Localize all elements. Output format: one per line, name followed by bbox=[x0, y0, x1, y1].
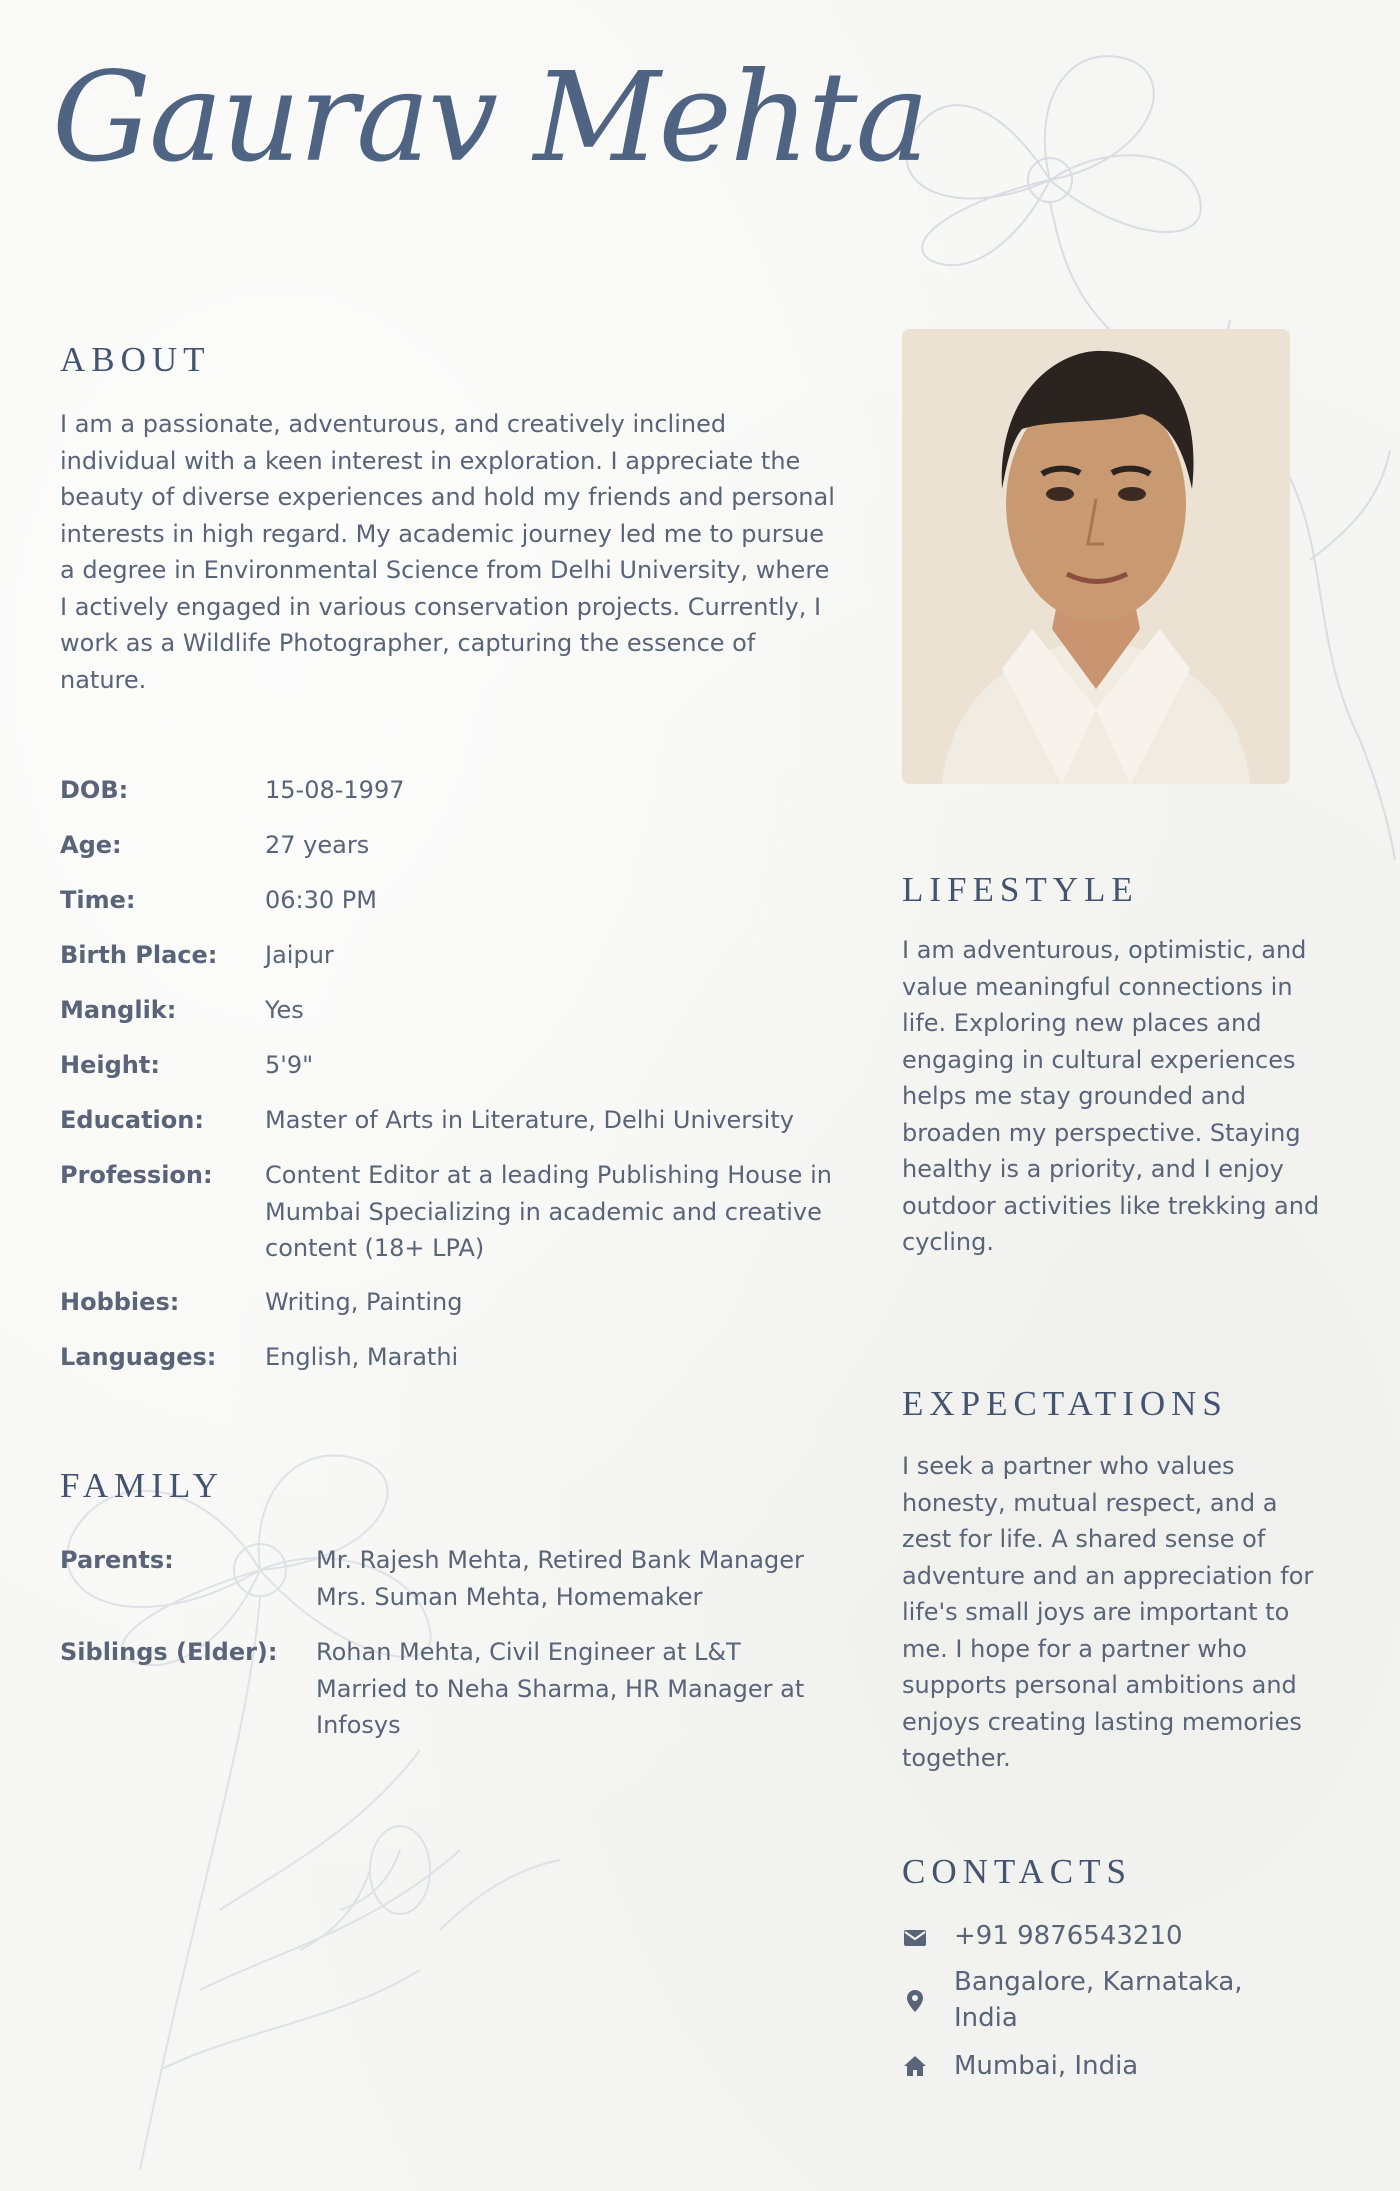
contact-text: Bangalore, Karnataka, India bbox=[954, 1967, 1243, 2033]
detail-label: Birth Place: bbox=[60, 941, 218, 969]
family-value: Rohan Mehta, Civil Engineer at L&T Married to Neha Sharma, HR Manager at Infosys bbox=[316, 1638, 805, 1739]
about-heading: ABOUT bbox=[60, 340, 211, 379]
detail-label: Height: bbox=[60, 1051, 160, 1079]
location-pin-icon bbox=[902, 1988, 928, 2014]
contact-text: Mumbai, India bbox=[954, 2051, 1139, 2081]
detail-value: English, Marathi bbox=[265, 1343, 459, 1371]
contact-text: +91 9876543210 bbox=[954, 1921, 1183, 1951]
family-heading: FAMILY bbox=[60, 1466, 225, 1505]
envelope-icon bbox=[902, 1925, 928, 1951]
page-title: Gaurav Mehta bbox=[52, 46, 928, 190]
family-label: Siblings (Elder): bbox=[60, 1638, 278, 1666]
contacts-heading: CONTACTS bbox=[902, 1852, 1132, 1891]
detail-label: DOB: bbox=[60, 776, 129, 804]
detail-label: Manglik: bbox=[60, 996, 177, 1024]
family-value: Mr. Rajesh Mehta, Retired Bank Manager Mrs. Suman Mehta, Homemaker bbox=[316, 1546, 804, 1611]
detail-value: 06:30 PM bbox=[265, 886, 377, 914]
detail-label: Hobbies: bbox=[60, 1288, 180, 1316]
detail-value: 5'9" bbox=[265, 1051, 314, 1079]
detail-value: Yes bbox=[265, 996, 304, 1024]
detail-value: Content Editor at a leading Publishing House in Mumbai Specializing in academic and creative content (18+ LPA) bbox=[265, 1161, 832, 1262]
lifestyle-text: I am adventurous, optimistic, and value meaningful connections in life. Exploring new places and engaging in cultural experiences helps me stay grounded and broaden my perspective. Staying healthy is a priority, and I enjoy outdoor activities like trekking and cycling. bbox=[902, 936, 1320, 1256]
portrait-avatar-icon bbox=[902, 329, 1290, 784]
detail-label: Time: bbox=[60, 886, 136, 914]
profile-photo bbox=[902, 329, 1290, 784]
detail-label: Languages: bbox=[60, 1343, 217, 1371]
detail-value: 27 years bbox=[265, 831, 370, 859]
detail-label: Age: bbox=[60, 831, 122, 859]
family-label: Parents: bbox=[60, 1546, 174, 1574]
detail-value: Writing, Painting bbox=[265, 1288, 463, 1316]
about-text: I am a passionate, adventurous, and creatively inclined individual with a keen interest in exploration. I appreciate the beauty of diverse experiences and hold my friends and personal interests in high regard. My academic journey led me to pursue a degree in Environmental Science from Delhi University, where I actively engaged in various conservation projects. Currently, I work as a Wildlife Photographer, capturing the essence of nature. bbox=[60, 410, 835, 694]
expectations-text: I seek a partner who values honesty, mutual respect, and a zest for life. A shared sense of adventure and an appreciation for life's small joys are important to me. I hope for a partner who supports personal ambitions and enjoys creating lasting memories together. bbox=[902, 1452, 1314, 1772]
detail-value: Jaipur bbox=[265, 941, 334, 969]
expectations-heading: EXPECTATIONS bbox=[902, 1384, 1228, 1423]
detail-value: 15-08-1997 bbox=[265, 776, 405, 804]
lifestyle-heading: LIFESTYLE bbox=[902, 870, 1139, 909]
detail-label: Profession: bbox=[60, 1161, 213, 1189]
detail-value: Master of Arts in Literature, Delhi University bbox=[265, 1106, 794, 1134]
detail-label: Education: bbox=[60, 1106, 204, 1134]
home-icon bbox=[902, 2053, 928, 2079]
